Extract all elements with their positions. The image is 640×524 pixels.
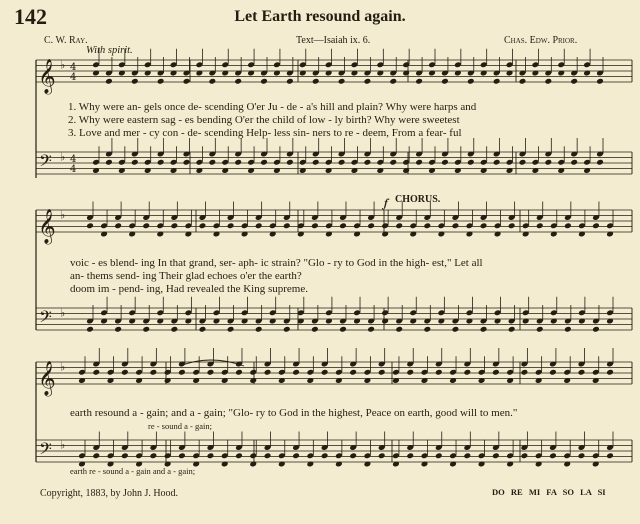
note-head [264, 452, 272, 459]
bass-clef-icon: 𝄢 [39, 150, 52, 175]
note-head [311, 222, 319, 229]
tempo-marking: With spirit. [86, 45, 133, 56]
note-head [480, 222, 488, 229]
solfege-si: SI [597, 487, 606, 497]
note-head [389, 159, 397, 166]
note-head [312, 159, 320, 166]
lyric-verse-3-line-2: doom im - pend- ing, Had revealed the King supreme. [70, 283, 308, 295]
note-head [423, 326, 431, 333]
flat-sign-icon: ♭ [60, 438, 66, 452]
note-head [406, 369, 414, 376]
note-head [260, 159, 268, 166]
note-head [406, 452, 414, 459]
note-head [367, 326, 375, 333]
note-head [227, 326, 235, 333]
copyright-notice: Copyright, 1883, by John J. Hood. [40, 488, 179, 499]
note-head [441, 78, 449, 85]
note-head [592, 222, 600, 229]
note-head [235, 452, 243, 459]
note-head [452, 222, 460, 229]
note-head [519, 159, 527, 166]
note-head [492, 452, 500, 459]
note-head [207, 369, 215, 376]
note-head [435, 452, 443, 459]
chorus-marking: CHORUS. [395, 194, 441, 205]
note-head [227, 222, 235, 229]
note-head [544, 159, 552, 166]
note-head [570, 159, 578, 166]
note-head [364, 159, 372, 166]
note-head [606, 369, 614, 376]
solfege-do: DO [492, 487, 505, 497]
note-head [596, 159, 604, 166]
note-head [521, 452, 529, 459]
flat-sign-icon: ♭ [60, 150, 66, 164]
note-head [378, 452, 386, 459]
time-signature: 4 [70, 72, 77, 83]
note-head [367, 222, 375, 229]
note-head [199, 222, 207, 229]
author-credit: Chas. Edw. Prior. [504, 35, 578, 46]
text-source-credit: Text—Isaiah ix. 6. [296, 35, 371, 46]
solfege-re: RE [510, 487, 523, 497]
note-head [234, 78, 242, 85]
note-head [549, 369, 557, 376]
note-head [264, 369, 272, 376]
note-head [207, 452, 215, 459]
note-head [255, 222, 263, 229]
bass-clef-icon: 𝄢 [39, 306, 52, 331]
note-head [463, 452, 471, 459]
note-head [606, 452, 614, 459]
lyric-verse-2-line-1: 2. Why were eastern sag - es bending O'er the child of low - ly birth? Why were sweetest [68, 114, 460, 126]
note-head [105, 78, 113, 85]
note-head [467, 78, 475, 85]
note-head [150, 452, 158, 459]
note-head [578, 452, 586, 459]
lyric-verse-1-line-2: voic - es blend- ing In that grand, ser- aph- ic strain? "Glo - ry to God in the high- est," Let all [70, 257, 483, 269]
note-head [349, 452, 357, 459]
note-head [86, 326, 94, 333]
treble-clef-icon: 𝄞 [38, 361, 56, 396]
note-head [423, 222, 431, 229]
note-head [114, 222, 122, 229]
page-number: 142 [14, 4, 47, 29]
solfege-so: SO [562, 487, 574, 497]
note-head [564, 222, 572, 229]
note-head [395, 326, 403, 333]
bass-clef-icon: 𝄢 [39, 438, 52, 463]
note-head [92, 369, 100, 376]
note-head [415, 78, 423, 85]
note-head [592, 326, 600, 333]
note-head [286, 159, 294, 166]
note-head [338, 78, 346, 85]
note-head [578, 369, 586, 376]
lyric-verse-2-line-2: an- thems send- ing Their glad echoes o'er the earth? [70, 270, 302, 282]
note-head [131, 159, 139, 166]
note-head [311, 326, 319, 333]
note-head [292, 369, 300, 376]
note-head [389, 78, 397, 85]
time-signature: 4 [70, 164, 77, 175]
note-head [570, 78, 578, 85]
note-head [349, 369, 357, 376]
forte-icon: 𝆑 [384, 196, 388, 210]
note-head [452, 326, 460, 333]
note-head [283, 326, 291, 333]
note-head [235, 369, 243, 376]
note-head [312, 78, 320, 85]
note-head [183, 78, 191, 85]
note-head [339, 326, 347, 333]
treble-clef-icon: 𝄞 [38, 209, 56, 244]
note-head [467, 159, 475, 166]
solfege-la: LA [580, 487, 592, 497]
note-head [395, 222, 403, 229]
note-head [544, 78, 552, 85]
note-head [121, 369, 129, 376]
note-head [157, 159, 165, 166]
note-head [596, 78, 604, 85]
note-head [508, 222, 516, 229]
note-head [208, 78, 216, 85]
note-head [178, 369, 186, 376]
note-head [86, 222, 94, 229]
note-head [463, 369, 471, 376]
solfege-mi: MI [528, 487, 541, 497]
note-head [286, 78, 294, 85]
time-signature: 4 [70, 154, 77, 165]
note-head [480, 326, 488, 333]
time-signature: 4 [70, 62, 77, 73]
note-head [493, 159, 501, 166]
note-head [255, 326, 263, 333]
flat-sign-icon: ♭ [60, 306, 66, 320]
note-head [283, 222, 291, 229]
note-head [142, 222, 150, 229]
note-head [321, 452, 329, 459]
treble-clef-icon: 𝄞 [38, 59, 56, 94]
flat-sign-icon: ♭ [60, 58, 66, 72]
flat-sign-icon: ♭ [60, 208, 66, 222]
note-head [364, 78, 372, 85]
note-head [508, 326, 516, 333]
note-head [121, 452, 129, 459]
note-head [415, 159, 423, 166]
note-head [178, 452, 186, 459]
note-head [338, 159, 346, 166]
note-head [208, 159, 216, 166]
note-head [536, 326, 544, 333]
note-head [492, 369, 500, 376]
note-head [536, 222, 544, 229]
note-head [170, 326, 178, 333]
composer-credit: C. W. Ray. [44, 35, 88, 46]
note-head [435, 369, 443, 376]
note-head [339, 222, 347, 229]
note-head [564, 326, 572, 333]
note-head [292, 452, 300, 459]
note-head [521, 369, 529, 376]
note-head [378, 369, 386, 376]
solfege-legend [492, 487, 606, 497]
flat-sign-icon: ♭ [60, 360, 66, 374]
lyric-refrain: earth resound a - gain; and a - gain; "Glo- ry to God in the highest, Peace on earth, good will to men." [70, 407, 518, 419]
note-head [170, 222, 178, 229]
note-head [321, 369, 329, 376]
note-head [150, 369, 158, 376]
hymn-title: Let Earth resound again. [234, 8, 406, 25]
note-head [131, 78, 139, 85]
note-head [441, 159, 449, 166]
note-head [199, 326, 207, 333]
note-head [260, 78, 268, 85]
note-head [105, 159, 113, 166]
note-head [142, 326, 150, 333]
note-head [183, 159, 191, 166]
solfege-fa: FA [546, 487, 557, 497]
lyric-verse-1-line-1: 1. Why were an- gels once de- scending O'er Ju - de - a's hill and plain? Why were harps and [68, 101, 477, 113]
lyric-refrain-bass: earth re - sound a - gain and a - gain; [70, 466, 196, 476]
lyric-refrain-alto: re - sound a - gain; [148, 421, 212, 431]
note-head [493, 78, 501, 85]
note-head [92, 452, 100, 459]
note-head [549, 452, 557, 459]
note-head [114, 326, 122, 333]
note-head [157, 78, 165, 85]
note-head [234, 159, 242, 166]
note-head [519, 78, 527, 85]
lyric-verse-3-line-1: 3. Love and mer - cy con - de- scending Help- less sin- ners to re - deem, From a fear- ful [68, 127, 462, 139]
